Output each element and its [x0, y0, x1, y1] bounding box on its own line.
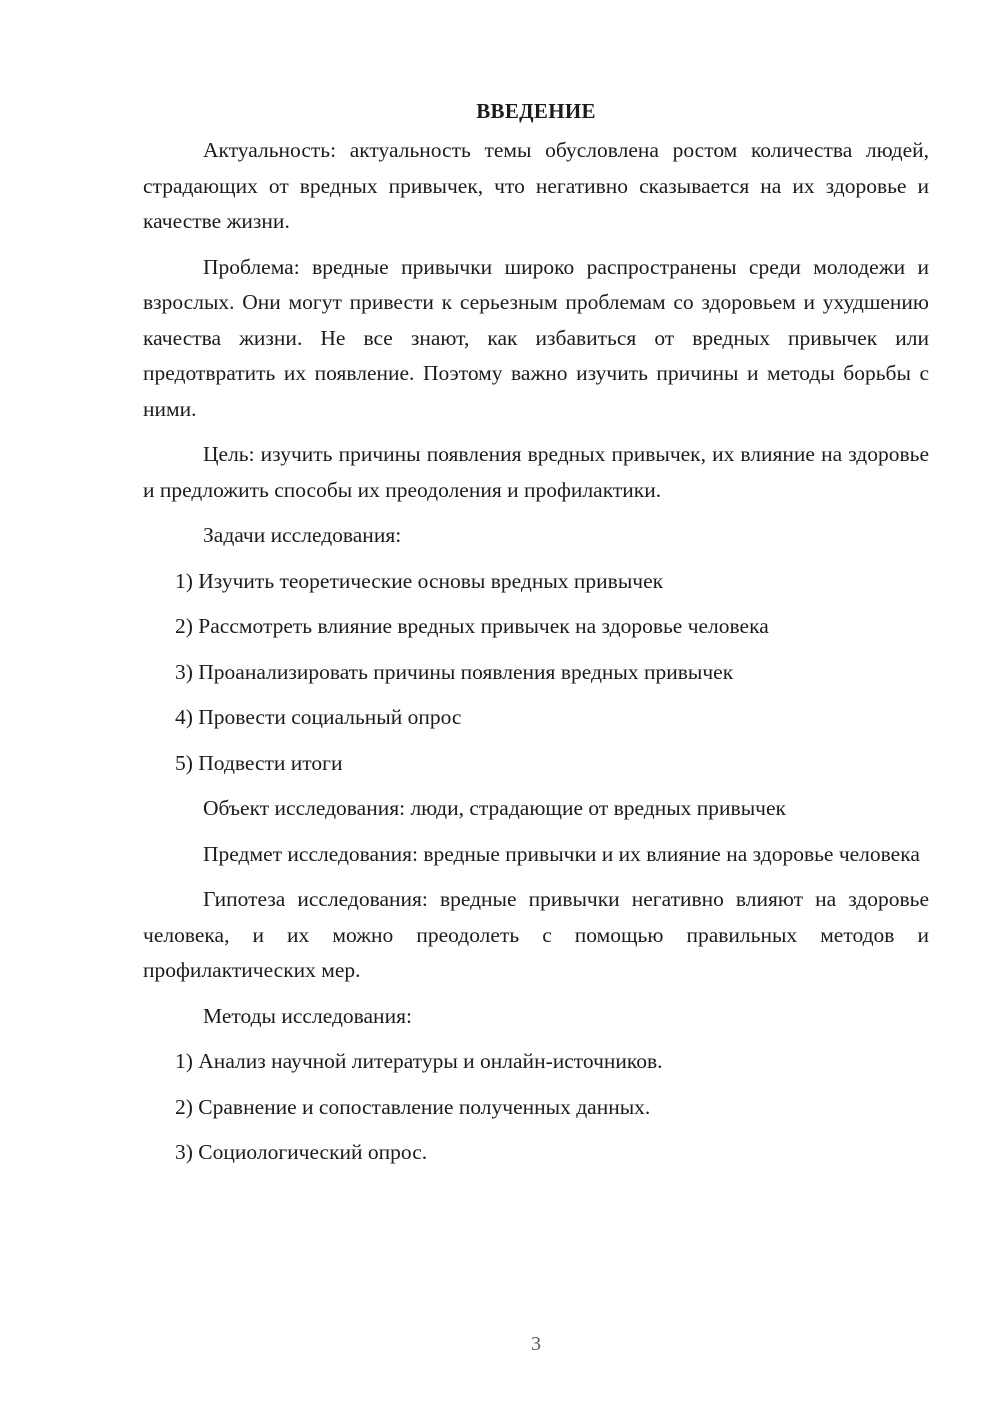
- method-item: 2) Сравнение и сопоставление полученных данных.: [175, 1094, 651, 1119]
- goal-paragraph: Цель: изучить причины появления вредных привычек, их влияние на здоровье и предложить способы их преодоления и профилактики.: [143, 442, 929, 502]
- method-item: 1) Анализ научной литературы и онлайн-источников.: [175, 1049, 663, 1073]
- task-item: 4) Провести социальный опрос: [175, 705, 462, 729]
- task-item: 1) Изучить теоретические основы вредных привычек: [175, 568, 664, 593]
- subject-paragraph: Предмет исследования: вредные привычки и их влияние на здоровье человека: [203, 841, 920, 866]
- method-item: 3) Социологический опрос.: [175, 1140, 428, 1164]
- page-title: ВВЕДЕНИЕ: [476, 99, 596, 123]
- page-content: [143, 94, 929, 1181]
- methods-heading: Методы исследования:: [203, 1003, 412, 1028]
- task-item: 2) Рассмотреть влияние вредных привычек на здоровье человека: [175, 614, 769, 638]
- object-paragraph: Объект исследования: люди, страдающие от вредных привычек: [203, 796, 786, 820]
- page-number: 3: [531, 1333, 541, 1355]
- task-item: 5) Подвести итоги: [175, 750, 343, 775]
- problem-paragraph: Проблема: вредные привычки широко распространены среди молодежи и взрослых. Они могут привести к серьезным проблемам со здоровьем и ухудшению качества жизни. Не все знают, как избавиться от вредных привычек или предотвратить их появление. Поэтому важно изучить причины и методы борьбы с ними.: [143, 254, 929, 421]
- tasks-heading: Задачи исследования:: [203, 523, 402, 547]
- hypothesis-paragraph: Гипотеза исследования: вредные привычки негативно влияют на здоровье человека, и их можно преодолеть с помощью правильных методов и профилактических мер.: [143, 887, 929, 982]
- task-item: 3) Проанализировать причины появления вредных привычек: [175, 659, 734, 684]
- relevance-paragraph: Актуальность: актуальность темы обусловлена ростом количества людей, страдающих от вредных привычек, что негативно сказывается на их здоровье и качестве жизни.: [143, 138, 929, 233]
